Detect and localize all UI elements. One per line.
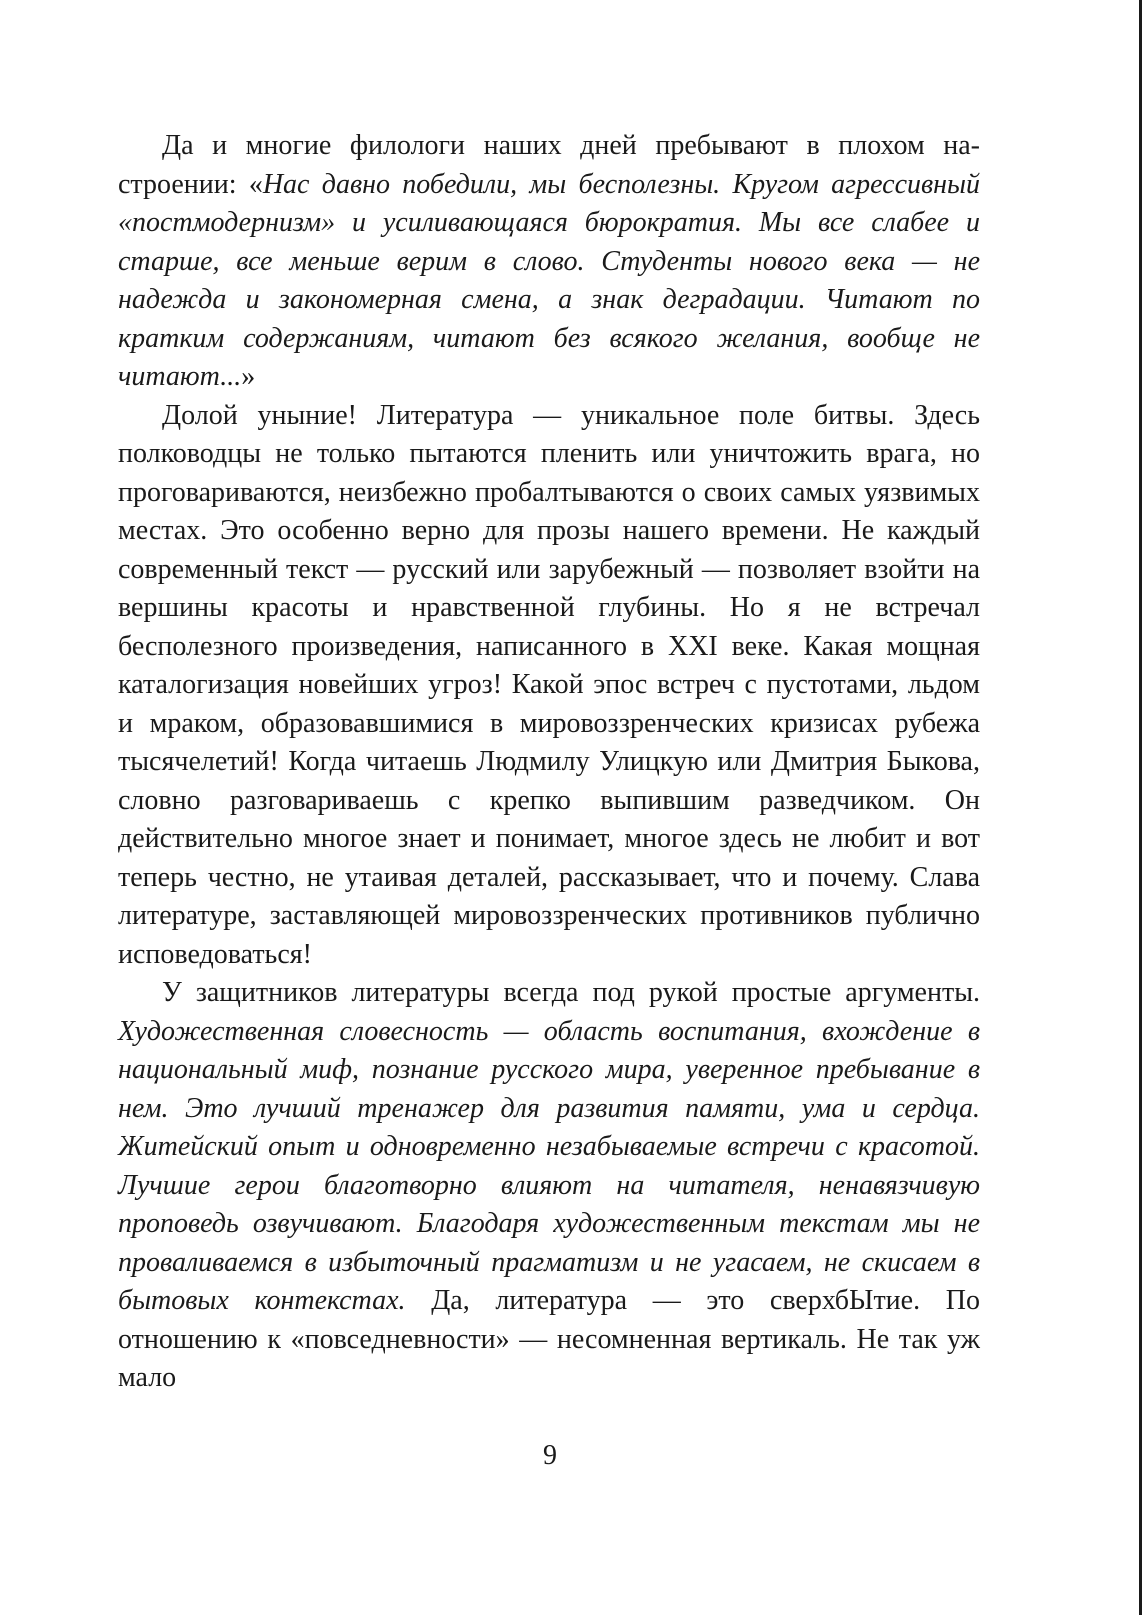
paragraph-1 bbox=[118, 127, 980, 397]
body-text bbox=[118, 127, 980, 1398]
paragraph-3-text: У защитников литературы всегда под рукой простые аргументы. bbox=[162, 977, 980, 1008]
paragraph-3-continuation: Да, литература — это сверхбЫтие. По отношению к «повседневности» — несомненная вертикаль. Не так уж мало bbox=[118, 1285, 980, 1393]
paragraph-1-text: Да и многие филологи наших дней пребывают в плохом настроении: « bbox=[118, 130, 980, 200]
paragraph-3 bbox=[118, 974, 980, 1398]
page-number: 9 bbox=[543, 1440, 557, 1471]
paragraph-2 bbox=[118, 397, 980, 975]
paragraph-3-italic-passage: Художественная словесность — область воспитания, вхождение в национальный миф, познание русского мира, уверенное пребывание в нем. Это лучший тренажер для развития памяти, ума и сердца. Житейский опыт и одновременно незабываемые встречи с красотой. Лучшие герои благотворно влияют на читателя, ненавязчивую проповедь озвучивают. Благодаря художественным текстам мы не проваливаемся в избыточный прагматизм и не угасаем, не скисаем в бытовых контекстах. bbox=[118, 1015, 980, 1316]
paragraph-1-quote: Нас давно победили, мы бесполезны. Кругом агрессивный «постмодернизм» и усиливающаяся бюрократия. Мы все слабее и старше, все меньше верим в слово. Студенты нового века — не надежда и закономерная смена, а знак деградации. Читают по кратким содержаниям, читают без всякого желания, вообще не читают... bbox=[118, 168, 981, 392]
paragraph-2-text: Долой уныние! Литература — уникальное поле битвы. Здесь полководцы не только пытаются пленить или уничтожить врага, но проговариваются, неизбежно пробалтываются о своих самых уязвимых местах. Это особенно верно для прозы нашего времени. Не каждый современный текст — русский или зарубежный — позволяет взойти на вершины красоты и нравственной глубины. Но я не встречал бесполезного произведения, написанного в XXI веке. Какая мощная каталогизация новейших угроз! Какой эпос встреч с пустотами, льдом и мраком, образовавшимися в мировоззренческих кризисах рубежа тысячелетий! Когда читаешь Людмилу Улицкую или Дмитрия Быкова, словно разговариваешь с крепко выпившим разведчиком. Он действительно многое знает и понимает, многое здесь не любит и вот теперь честно, не утаивая деталей, рассказывает, что и почему. Слава литературе, заставляющей мировоззренческих противников публично исповедоваться! bbox=[118, 399, 980, 970]
paragraph-1-closing-quote: » bbox=[241, 361, 256, 392]
